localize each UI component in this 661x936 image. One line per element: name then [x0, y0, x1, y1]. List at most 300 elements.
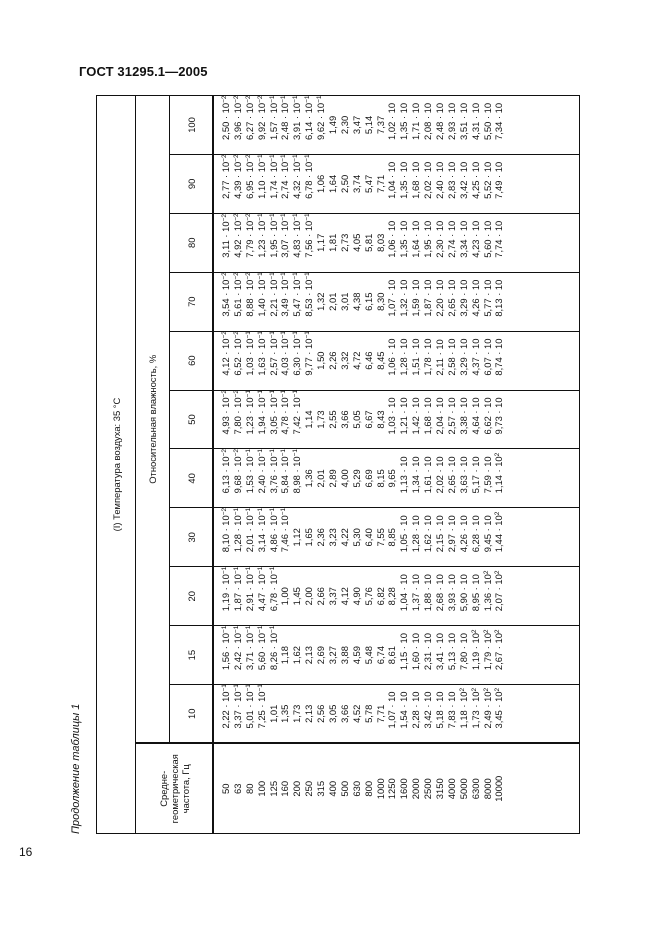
- frequency-column: [213, 744, 580, 834]
- humidity-column-header: 30: [170, 508, 214, 567]
- table-cell: 5,60 · 10: [481, 220, 493, 258]
- table-cell: $8,10 \cdot 10^{-2}$: [220, 507, 231, 553]
- table-cell: 3,32: [338, 351, 350, 370]
- table-cell: 1,07 · 10: [386, 691, 398, 729]
- table-cell: $2,74 \cdot 10^{-1}$: [279, 154, 291, 199]
- table-cell: 4,31 · 10: [469, 102, 481, 140]
- humidity-data-column: [213, 96, 580, 155]
- table-cell: 6,28 · 10: [469, 515, 481, 553]
- table-cell: 9,65: [386, 469, 398, 488]
- table-cell: 1,62 · 10: [422, 515, 434, 553]
- table-cell: 5,29: [350, 469, 362, 488]
- table-cell: $9,62 \cdot 10^{-1}$: [315, 95, 327, 140]
- frequency-value: 2500: [422, 778, 434, 800]
- table-cell: $2,49 \cdot 10^2$: [481, 687, 493, 729]
- table-cell: 1,18: [279, 646, 291, 665]
- table-cell: $9,92 \cdot 10^{-2}$: [255, 95, 267, 140]
- table-cell: 4,64 · 10: [469, 397, 481, 435]
- table-cell: 2,02 · 10: [422, 161, 434, 199]
- table-cell: 6,46: [362, 351, 374, 370]
- table-cell: $9,68 \cdot 10^{-2}$: [231, 448, 243, 494]
- table-cell: $4,12 \cdot 10^{-2}$: [220, 331, 231, 376]
- table-cell: 1,49: [327, 115, 339, 135]
- table-cell: 1,73: [291, 704, 303, 723]
- table-cell: $4,83 \cdot 10^{-1}$: [291, 213, 303, 258]
- table-cell: $2,22 \cdot 10^{-1}$: [220, 684, 231, 729]
- humidity-column-header: 70: [170, 272, 214, 331]
- table-cell: 5,47: [362, 174, 374, 194]
- table-cell: 1,35: [279, 704, 291, 723]
- table-cell: 1,81: [327, 233, 339, 252]
- table-cell: $1,28 \cdot 10^{-1}$: [231, 507, 243, 553]
- table-cell: $1,40 \cdot 10^{-1}$: [255, 272, 267, 317]
- table-cell: $7,42 \cdot 10^{-1}$: [291, 390, 303, 435]
- frequency-value: 6300: [469, 778, 481, 800]
- table-cell: $2,07 \cdot 10^2$: [493, 570, 505, 612]
- table-cell: 1,35 · 10: [398, 161, 410, 199]
- table-cell: 1,87 · 10: [422, 279, 434, 317]
- table-cell: $1,18 \cdot 10^2$: [457, 687, 469, 729]
- table-cell: 2,28 · 10: [410, 691, 422, 729]
- table-cell: 8,74 · 10: [493, 338, 505, 376]
- frequency-value: 1000: [374, 778, 386, 800]
- table-cell: 1,12: [291, 528, 303, 547]
- table-cell: $6,13 \cdot 10^{-2}$: [220, 448, 231, 494]
- table-cell: 3,88: [338, 646, 350, 665]
- table-cell: 1,06 · 10: [386, 338, 398, 376]
- table-cell: 3,29 · 10: [457, 279, 469, 317]
- table-cell: 5,50 · 10: [481, 102, 493, 140]
- frequency-header: Средне-геометрическая частота, Гц: [136, 744, 214, 834]
- table-cell: $1,36 \cdot 10^2$: [481, 570, 493, 612]
- table-cell: 7,83 · 10: [445, 691, 457, 729]
- table-cell: 1,45: [291, 587, 303, 606]
- table-cell: 5,14: [362, 115, 374, 135]
- table-cell: 5,90 · 10: [457, 574, 469, 612]
- table-cell: $8,98 \cdot 10^{-1}$: [291, 448, 303, 494]
- table-continuation-caption: Продолжение таблицы 1: [70, 703, 82, 834]
- table-cell: 4,26 · 10: [457, 515, 469, 553]
- table-cell: 4,90: [350, 587, 362, 606]
- table-cell: $1,63 \cdot 10^{-1}$: [255, 331, 267, 376]
- table-cell: 1,03 · 10: [386, 397, 398, 435]
- table-cell: 5,17 · 10: [469, 456, 481, 494]
- humidity-data-column: [213, 390, 580, 449]
- table-cell: $1,53 \cdot 10^{-1}$: [243, 448, 255, 494]
- table-cell: $2,40 \cdot 10^{-1}$: [255, 448, 267, 494]
- table-cell: 1,71 · 10: [410, 102, 422, 140]
- table-cell: 3,23: [327, 528, 339, 547]
- table-cell: 1,36: [303, 469, 315, 488]
- frequency-value: 1250: [386, 778, 398, 800]
- humidity-column-header: 90: [170, 154, 214, 213]
- table-cell: $7,80 \cdot 10^{-2}$: [231, 390, 243, 435]
- frequency-value: 800: [362, 780, 374, 797]
- frequency-value: 8000: [481, 778, 493, 800]
- table-cell: 3,74: [350, 174, 362, 194]
- table-cell: 4,12: [338, 587, 350, 606]
- humidity-data-column: [213, 685, 580, 744]
- table-cell: 3,38 · 10: [457, 397, 469, 435]
- frequency-value: 3150: [434, 778, 446, 800]
- table-cell: 3,93 · 10: [445, 574, 457, 612]
- table-cell: 8,43: [374, 410, 386, 429]
- table-cell: 3,41 · 10: [434, 633, 446, 671]
- table-cell: 4,38: [350, 292, 362, 311]
- table-cell: $4,32 \cdot 10^{-1}$: [291, 154, 303, 199]
- table-cell: 1,34 · 10: [410, 456, 422, 494]
- table-cell: 6,69: [362, 469, 374, 488]
- table-cell: 6,62 · 10: [481, 397, 493, 435]
- frequency-value: 2000: [410, 778, 422, 800]
- humidity-column-header: 20: [170, 567, 214, 626]
- table-cell: 4,72: [350, 351, 362, 370]
- table-cell: 2,04 · 10: [434, 397, 446, 435]
- table-cell: 5,13 · 10: [445, 633, 457, 671]
- table-cell: 2,31 · 10: [422, 633, 434, 671]
- table-cell: 1,00: [279, 587, 291, 606]
- table-cell: $1,57 \cdot 10^{-1}$: [267, 95, 279, 140]
- table-cell: $3,71 \cdot 10^{-1}$: [243, 625, 255, 671]
- table-cell: 2,58 · 10: [445, 338, 457, 376]
- table-cell: 1,01: [267, 704, 279, 723]
- table-cell: 3,63 · 10: [457, 456, 469, 494]
- table-cell: 6,15: [362, 292, 374, 311]
- frequency-value: 80: [243, 783, 255, 794]
- table-cell: 1,04 · 10: [398, 574, 410, 612]
- table-cell: 4,59: [350, 646, 362, 665]
- table-cell: 1,68 · 10: [422, 397, 434, 435]
- table-cell: 2,55: [327, 410, 339, 429]
- table-cell: 6,67: [362, 410, 374, 429]
- table-cell: 4,52: [350, 704, 362, 723]
- table-cell: 2,26: [327, 351, 339, 370]
- humidity-column-header: 50: [170, 390, 214, 449]
- humidity-data-column: [213, 626, 580, 685]
- table-cell: 5,81: [362, 233, 374, 252]
- table-cell: $2,77 \cdot 10^{-2}$: [220, 154, 231, 199]
- table-cell: $5,84 \cdot 10^{-1}$: [279, 448, 291, 494]
- table-cell: $6,27 \cdot 10^{-2}$: [243, 95, 255, 140]
- table-cell: 1,65: [303, 528, 315, 547]
- table-cell: 7,34 · 10: [493, 102, 505, 140]
- table-cell: $4,47 \cdot 10^{-1}$: [255, 566, 267, 612]
- table-cell: 1,35 · 10: [398, 220, 410, 258]
- table-cell: $1,10 \cdot 10^{-1}$: [255, 154, 267, 199]
- table-cell: 6,40: [362, 528, 374, 547]
- table-cell: 2,01: [315, 469, 327, 488]
- table-cell: 3,47: [350, 115, 362, 135]
- humidity-data-column: [213, 154, 580, 213]
- table-cell: $2,01 \cdot 10^{-1}$: [243, 507, 255, 553]
- table-cell: 8,13 · 10: [493, 279, 505, 317]
- table-cell: 1,61 · 10: [422, 456, 434, 494]
- table-cell: 1,04 · 10: [386, 161, 398, 199]
- page-number: 16: [19, 845, 33, 859]
- table-cell: 3,42 · 10: [422, 691, 434, 729]
- table-cell: 2,40 · 10: [434, 161, 446, 199]
- table-cell: 3,27: [327, 646, 339, 665]
- table-cell: 1,21 · 10: [398, 397, 410, 435]
- table-cell: 1,07 · 10: [386, 279, 398, 317]
- table-cell: $4,03 \cdot 10^{-1}$: [279, 331, 291, 376]
- table-cell: 5,78: [362, 704, 374, 723]
- table-cell: 3,01: [338, 292, 350, 311]
- table-cell: 1,37 · 10: [410, 574, 422, 612]
- table-cell: 2,69: [315, 646, 327, 665]
- table-cell: 1,15 · 10: [398, 633, 410, 671]
- table-cell: $5,47 \cdot 10^{-1}$: [291, 272, 303, 317]
- table-cell: 2,30 · 10: [434, 220, 446, 258]
- table-cell: $5,61 \cdot 10^{-2}$: [231, 272, 243, 317]
- table-cell: 1,32 · 10: [398, 279, 410, 317]
- table-cell: 3,42 · 10: [457, 161, 469, 199]
- table-cell: 1,06: [315, 174, 327, 194]
- table-cell: 4,22: [338, 528, 350, 547]
- table-cell: 1,35 · 10: [398, 102, 410, 140]
- table-cell: $7,46 \cdot 10^{-1}$: [279, 507, 291, 553]
- table-cell: $1,03 \cdot 10^{-1}$: [243, 331, 255, 376]
- table-cell: $8,53 \cdot 10^{-1}$: [303, 272, 315, 317]
- table-cell: 1,68 · 10: [410, 161, 422, 199]
- table-cell: $2,91 \cdot 10^{-1}$: [243, 566, 255, 612]
- table-cell: $6,78 \cdot 10^{-1}$: [303, 154, 315, 199]
- table-cell: 5,05: [350, 410, 362, 429]
- table-cell: 2,15 · 10: [434, 515, 446, 553]
- table-cell: 3,37: [327, 587, 339, 606]
- table-cell: $8,88 \cdot 10^{-2}$: [243, 272, 255, 317]
- table-cell: 2,02 · 10: [434, 456, 446, 494]
- table-cell: 3,66: [338, 704, 350, 723]
- table-cell: $7,56 \cdot 10^{-1}$: [303, 213, 315, 258]
- table-cell: 2,57 · 10: [445, 397, 457, 435]
- humidity-column-header: 100: [170, 96, 214, 155]
- frequency-value: 200: [291, 780, 303, 797]
- table-cell: 2,08 · 10: [422, 102, 434, 140]
- humidity-column-header: 60: [170, 331, 214, 390]
- frequency-value: 5000: [457, 778, 469, 800]
- humidity-column-headers: [170, 96, 214, 834]
- table-cell: 1,88 · 10: [422, 574, 434, 612]
- table-cell: 7,37: [374, 115, 386, 135]
- table-cell: 1,42 · 10: [410, 397, 422, 435]
- humidity-column-header: 80: [170, 213, 214, 272]
- table-cell: 2,74 · 10: [445, 220, 457, 258]
- frequency-value: 100: [255, 780, 267, 797]
- table-cell: $3,45 \cdot 10^2$: [493, 687, 505, 729]
- humidity-column-header: 15: [170, 626, 214, 685]
- table-cell: 4,26 · 10: [469, 279, 481, 317]
- frequency-value: 1600: [398, 778, 410, 800]
- table-cell: 7,59 · 10: [481, 456, 493, 494]
- table-cell: $7,25 \cdot 10^{-1}$: [255, 684, 267, 729]
- table-cell: 1,06 · 10: [386, 220, 398, 258]
- table-cell: 2,93 · 10: [445, 102, 457, 140]
- frequency-value: 50: [220, 783, 231, 794]
- table-cell: 7,55: [374, 528, 386, 547]
- table-cell: 1,50: [315, 351, 327, 370]
- humidity-data-column: [213, 508, 580, 567]
- table-cell: 1,60 · 10: [410, 633, 422, 671]
- table-cell: 7,71: [374, 174, 386, 194]
- table-cell: 2,00: [303, 587, 315, 606]
- frequency-value: 10000: [493, 775, 505, 802]
- table-cell: $1,23 \cdot 10^{-1}$: [255, 213, 267, 258]
- table-cell: 2,13: [303, 646, 315, 665]
- table-cell: 8,30: [374, 292, 386, 311]
- table-cell: 1,02 · 10: [386, 102, 398, 140]
- table-cell: $3,96 \cdot 10^{-2}$: [231, 95, 243, 140]
- table-cell: 8,15: [374, 469, 386, 488]
- table-cell: 2,30: [338, 115, 350, 135]
- table-cell: 2,56: [315, 704, 327, 723]
- table-cell: 1,78 · 10: [422, 338, 434, 376]
- table-cell: $8,26 \cdot 10^{-1}$: [267, 625, 279, 671]
- table-cell: 8,28: [386, 587, 398, 606]
- table-cell: 1,59 · 10: [410, 279, 422, 317]
- table-cell: $2,67 \cdot 10^2$: [493, 629, 505, 671]
- table-cell: 8,03: [374, 233, 386, 252]
- table-cell: $4,78 \cdot 10^{-1}$: [279, 390, 291, 435]
- table-cell: 2,89: [327, 469, 339, 488]
- table-cell: 2,36: [315, 528, 327, 547]
- frequency-value: 4000: [445, 778, 457, 800]
- table-cell: 3,29 · 10: [457, 338, 469, 376]
- table-cell: 1,28 · 10: [410, 515, 422, 553]
- table-cell: 8,61: [386, 646, 398, 665]
- table-cell: 6,82: [374, 587, 386, 606]
- table-cell: 2,83 · 10: [445, 161, 457, 199]
- table-cell: 2,50: [338, 174, 350, 194]
- humidity-data-column: [213, 213, 580, 272]
- table-cell: 2,73: [338, 233, 350, 252]
- table-cell: 8,85: [386, 528, 398, 547]
- table-cell: 2,20 · 10: [434, 279, 446, 317]
- table-cell: $6,52 \cdot 10^{-2}$: [231, 331, 243, 376]
- table-cell: $2,48 \cdot 10^{-1}$: [279, 95, 291, 140]
- table-cell: 1,28 · 10: [398, 338, 410, 376]
- table-cell: 5,76: [362, 587, 374, 606]
- table-cell: 1,17: [315, 233, 327, 252]
- table-cell: 6,07 · 10: [481, 338, 493, 376]
- table-cell: 5,18 · 10: [434, 691, 446, 729]
- humidity-header: Относительная влажность, %: [136, 96, 170, 744]
- section-title: (I) Температура воздуха: 35 °С: [97, 96, 136, 834]
- table-cell: $5,60 \cdot 10^{-1}$: [255, 625, 267, 671]
- table-cell: $1,79 \cdot 10^2$: [481, 629, 493, 671]
- table-cell: 2,66: [315, 587, 327, 606]
- table-cell: $1,56 \cdot 10^{-1}$: [220, 625, 231, 671]
- table-cell: 4,05: [350, 233, 362, 252]
- table-cell: $3,05 \cdot 10^{-1}$: [267, 390, 279, 435]
- humidity-data-column: [213, 449, 580, 508]
- table-cell: $2,42 \cdot 10^{-1}$: [231, 625, 243, 671]
- frequency-value: 160: [279, 780, 291, 797]
- table-cell: $7,79 \cdot 10^{-2}$: [243, 213, 255, 258]
- frequency-value: 500: [338, 780, 350, 797]
- frequency-value: 125: [267, 780, 279, 797]
- table-cell: $3,14 \cdot 10^{-1}$: [255, 507, 267, 553]
- table-cell: 1,05 · 10: [398, 515, 410, 553]
- table-cell: $1,94 \cdot 10^{-1}$: [255, 390, 267, 435]
- table-cell: 9,73 · 10: [493, 397, 505, 435]
- frequency-value: 250: [303, 780, 315, 797]
- table-cell: $2,21 \cdot 10^{-1}$: [267, 272, 279, 317]
- table-cell: 1,73: [315, 410, 327, 429]
- table-cell: 7,49 · 10: [493, 161, 505, 199]
- table-cell: 7,74 · 10: [493, 220, 505, 258]
- table-cell: 3,51 · 10: [457, 102, 469, 140]
- frequency-value: 400: [327, 780, 339, 797]
- table-cell: 2,01: [327, 292, 339, 311]
- frequency-value: 315: [315, 780, 327, 797]
- table-cell: $4,86 \cdot 10^{-1}$: [267, 507, 279, 553]
- frequency-value: 630: [350, 780, 362, 797]
- table-cell: 3,66: [338, 410, 350, 429]
- table-cell: 4,00: [338, 469, 350, 488]
- table-cell: 5,52 · 10: [481, 161, 493, 199]
- table-cell: $1,23 \cdot 10^{-1}$: [243, 390, 255, 435]
- table-cell: $1,73 \cdot 10^2$: [469, 687, 481, 729]
- table-cell: 9,45 · 10: [481, 515, 493, 553]
- table-cell: $4,39 \cdot 10^{-2}$: [231, 154, 243, 199]
- table-cell: $6,14 \cdot 10^{-1}$: [303, 95, 315, 140]
- table-cell: $1,44 \cdot 10^2$: [493, 511, 505, 553]
- table-cell: 2,65 · 10: [445, 279, 457, 317]
- table-cell: 7,71: [374, 704, 386, 723]
- frequency-value: 63: [231, 783, 243, 794]
- table-cell: 1,54 · 10: [398, 691, 410, 729]
- attenuation-table: [96, 95, 580, 834]
- table-cell: 8,95 · 10: [469, 574, 481, 612]
- table-cell: $6,78 \cdot 10^{-1}$: [267, 566, 279, 612]
- table-body-row: [213, 96, 580, 834]
- table-cell: $6,95 \cdot 10^{-2}$: [243, 154, 255, 199]
- table-cell: $2,57 \cdot 10^{-1}$: [267, 331, 279, 376]
- table-cell: 3,05: [327, 704, 339, 723]
- table-cell: 7,80 · 10: [457, 633, 469, 671]
- humidity-column-header: 10: [170, 685, 214, 744]
- table-cell: $1,19 \cdot 10^{-1}$: [220, 566, 231, 612]
- table-cell: 5,30: [350, 528, 362, 547]
- table-cell: 6,74: [374, 646, 386, 665]
- table-cell: $3,91 \cdot 10^{-1}$: [291, 95, 303, 140]
- table-cell: 2,68 · 10: [434, 574, 446, 612]
- table-cell: $3,49 \cdot 10^{-1}$: [279, 272, 291, 317]
- rotated-table-container: [70, 95, 580, 834]
- table-cell: $3,11 \cdot 10^{-2}$: [220, 214, 231, 258]
- table-cell: $9,77 \cdot 10^{-1}$: [303, 331, 315, 376]
- humidity-data-column: [213, 272, 580, 331]
- table-cell: $1,87 \cdot 10^{-1}$: [231, 566, 243, 612]
- humidity-data-column: [213, 567, 580, 626]
- humidity-column-header: 40: [170, 449, 214, 508]
- table-cell: $3,54 \cdot 10^{-2}$: [220, 272, 231, 317]
- table-cell: 1,64 · 10: [410, 220, 422, 258]
- table-cell: 2,65 · 10: [445, 456, 457, 494]
- table-cell: 2,11 · 10: [434, 339, 446, 376]
- table-cell: 4,25 · 10: [469, 161, 481, 199]
- table-cell: $3,07 \cdot 10^{-1}$: [279, 213, 291, 258]
- table-cell: 2,13: [303, 704, 315, 723]
- table-cell: $4,93 \cdot 10^{-2}$: [220, 390, 231, 435]
- table-cell: 1,62: [291, 646, 303, 665]
- table-cell: 1,14: [303, 410, 315, 429]
- table-cell: $1,14 \cdot 10^2$: [493, 452, 505, 494]
- table-cell: 5,48: [362, 646, 374, 665]
- table-cell: 1,32: [315, 292, 327, 311]
- table-cell: $6,30 \cdot 10^{-1}$: [291, 331, 303, 376]
